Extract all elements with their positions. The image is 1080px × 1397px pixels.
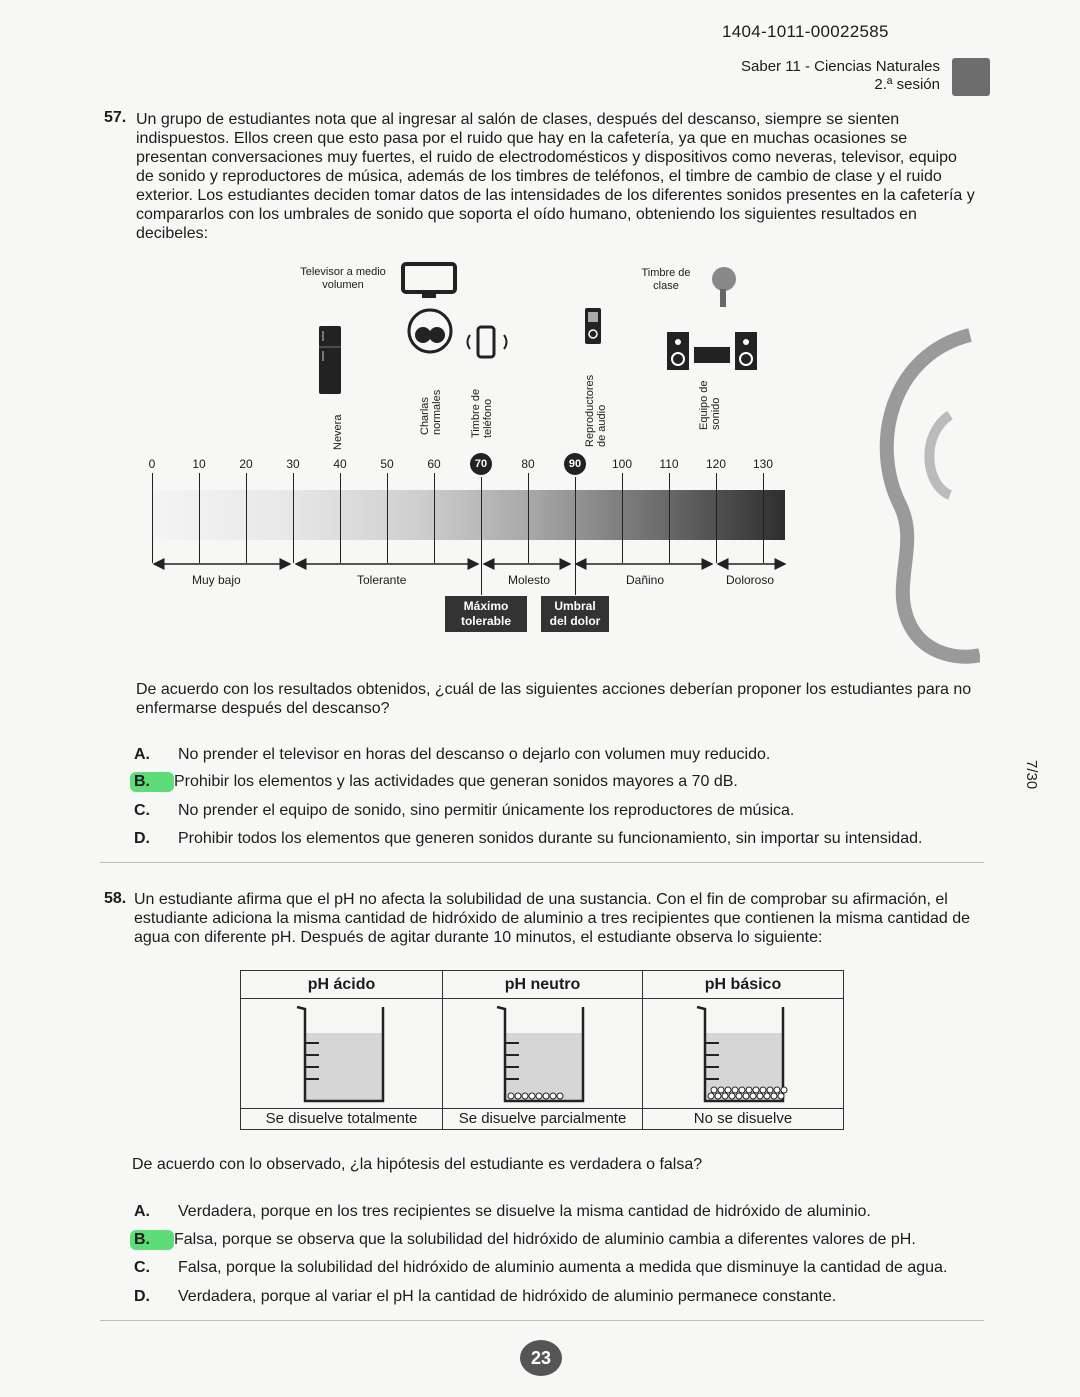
bottom-divider [100,1320,984,1321]
scale-tick-60: 60 [427,457,441,471]
scale-tick-40: 40 [333,457,347,471]
source-fridge: Nevera [332,414,344,450]
particle [715,1093,721,1099]
particle [543,1093,549,1099]
pain-threshold-label: Umbral del dolor [541,596,609,632]
particle [746,1087,752,1093]
side-page-label: 7/30 [1023,760,1040,790]
particle [515,1093,521,1099]
q58-option-d[interactable]: D. Verdadera, porque al variar el pH la cantidad de hidróxido de aluminio permanece constante. [134,1288,837,1305]
tick-line-100 [622,473,623,563]
page-number: 23 [520,1340,562,1376]
table-foot-basic: No se disuelve [643,1108,843,1129]
fridge-icon [318,325,342,395]
particle [774,1087,780,1093]
table-foot-neutral: Se disuelve parcialmente [443,1108,642,1129]
range-arrows [140,555,800,575]
particle [536,1093,542,1099]
cat-harmful: Dañino [626,573,665,587]
particle [550,1093,556,1099]
cat-very-low: Muy bajo [192,573,241,587]
particle [781,1087,787,1093]
cat-tolerable: Tolerante [357,573,407,587]
tv-label: Televisor a medio volumen [300,266,386,291]
particle [750,1093,756,1099]
cat-painful: Doloroso [726,573,775,587]
particle [508,1093,514,1099]
q58-question: De acuerdo con lo observado, ¿la hipótesis del estudiante es verdadera o falsa? [132,1156,703,1173]
particle [557,1093,563,1099]
particle [778,1093,784,1099]
particle [529,1093,535,1099]
ear-icon [830,325,980,665]
beaker-basic-icon [689,1003,799,1107]
particle [760,1087,766,1093]
table-column-neutral [443,971,643,1129]
scale-tick-80: 80 [521,457,535,471]
source-phone: Timbre de teléfono [470,388,494,438]
tick-line-70 [481,477,482,595]
q58-option-c[interactable]: C. Falsa, porque la solubilidad del hidróxido de aluminio aumenta a medida que disminuye la cantidad de agua. [134,1259,948,1276]
scale-tick-30: 30 [286,457,300,471]
tick-line-20 [246,473,247,563]
exam-code: 1404-1011-00022585 [722,22,889,41]
exam-header [700,58,940,94]
tick-line-110 [669,473,670,563]
tick-line-30 [293,473,294,563]
people-talking-icon [406,307,456,355]
tick-line-60 [434,473,435,563]
tick-line-10 [199,473,200,563]
decibel-diagram [140,255,980,650]
tick-line-130 [763,473,764,563]
scale-tick-20: 20 [239,457,253,471]
particle [743,1093,749,1099]
q58-number: 58. [104,890,127,907]
solubility-table [240,970,844,1130]
source-audio: Reproductores de audio [584,374,608,447]
scale-tick-0: 0 [148,457,156,471]
scale-tick-120: 120 [705,457,727,471]
q57-option-a[interactable]: A. No prender el televisor en horas del descanso o dejarlo con volumen muy reducido. [134,746,771,763]
scale-tick-130: 130 [752,457,774,471]
television-icon [400,261,458,301]
source-talk: Charlas normales [419,389,443,435]
table-column-acid [241,971,443,1129]
particle [739,1087,745,1093]
q58-text: Un estudiante afirma que el pH no afecta la solubilidad de una sustancia. Con el fin de comprobar su afirmación, el estudiante adiciona la misma cantidad de hidróxido de aluminio a tres recipientes que contienen la misma cantidad de agua con diferente pH. Después de agitar durante 10 minutos, el estudiante observa lo siguiente: [134,891,971,946]
stereo-icon [666,331,758,371]
particle [708,1093,714,1099]
section-divider [100,862,984,863]
particle [771,1093,777,1099]
source-stereo: Equipo de sonido [698,380,722,430]
table-column-basic [643,971,843,1129]
scale-tick-90: 90 [564,453,586,475]
tick-line-80 [528,473,529,563]
particle [725,1087,731,1093]
exam-subject: Saber 11 - Ciencias Naturales [741,58,940,75]
tick-line-40 [340,473,341,563]
table-head-neutral: pH neutro [443,971,642,999]
beaker-acid-icon [289,1003,399,1107]
particle [722,1093,728,1099]
tick-line-120 [716,473,717,563]
max-tolerable-label: Máximo tolerable [445,596,527,632]
scale-tick-50: 50 [380,457,394,471]
particle [736,1093,742,1099]
q57-option-c[interactable]: C. No prender el equipo de sonido, sino permitir únicamente los reproductores de música. [134,802,795,819]
scale-tick-70: 70 [470,453,492,475]
particle [757,1093,763,1099]
particle [522,1093,528,1099]
logo-icon [952,58,990,96]
particle [711,1087,717,1093]
particle [753,1087,759,1093]
cat-annoying: Molesto [508,573,551,587]
scale-tick-10: 10 [192,457,206,471]
q58-option-b[interactable]: B. Falsa, porque se observa que la solubilidad del hidróxido de aluminio cambia a diferentes valores de pH. [134,1230,994,1250]
table-foot-acid: Se disuelve totalmente [241,1108,442,1129]
exam-session: 2.ª sesión [874,76,940,93]
particle [767,1087,773,1093]
particle [718,1087,724,1093]
tick-line-0 [152,473,153,563]
scale-tick-110: 110 [659,457,679,471]
q57-option-b[interactable]: B. Prohibir los elementos y las actividades que generan sonidos mayores a 70 dB. [134,772,994,792]
particle [729,1093,735,1099]
q57-question: De acuerdo con los resultados obtenidos, ¿cuál de las siguientes acciones deberían proponer los estudiantes para no enfermarse después del descanso? [136,681,972,717]
beaker-neutral-icon [489,1003,599,1107]
tick-line-50 [387,473,388,563]
q57-option-d[interactable]: D. Prohibir todos los elementos que generen sonidos durante su funcionamiento, sin importar su intensidad. [134,830,923,847]
phone-ringing-icon [460,325,514,361]
q57-number: 57. [104,109,127,126]
particle [764,1093,770,1099]
q57-text: Un grupo de estudiantes nota que al ingresar al salón de clases, después del descanso, siempre se sienten indispuestos. Ellos creen que esto pasa por el ruido que hay en la cafetería, ya que en muchas ocasiones se presentan conversaciones muy fuertes, el ruido de electrodomésticos y dispositivos como neveras, televisor, equipo de sonido y reproductores de música, además de los timbres de teléfonos, el timbre de cambio de clase y el ruido exterior. Los estudiantes deciden tomar datos de las intensidades de los diferentes sonidos presentes en la cafetería y compararlos con los umbrales de sonido que soporta el oído humano, obteniendo los siguientes resultados en decibeles: [136,111,975,242]
school-bell-icon [700,261,746,311]
audio-player-icon [584,307,602,345]
table-head-acid: pH ácido [241,971,442,999]
q58-option-a[interactable]: A. Verdadera, porque en los tres recipientes se disuelve la misma cantidad de hidróxido de aluminio. [134,1203,871,1220]
tick-line-90 [575,477,576,595]
table-head-basic: pH básico [643,971,843,999]
bell-label: Timbre de clase [641,267,691,292]
scale-tick-100: 100 [611,457,633,471]
particle [732,1087,738,1093]
